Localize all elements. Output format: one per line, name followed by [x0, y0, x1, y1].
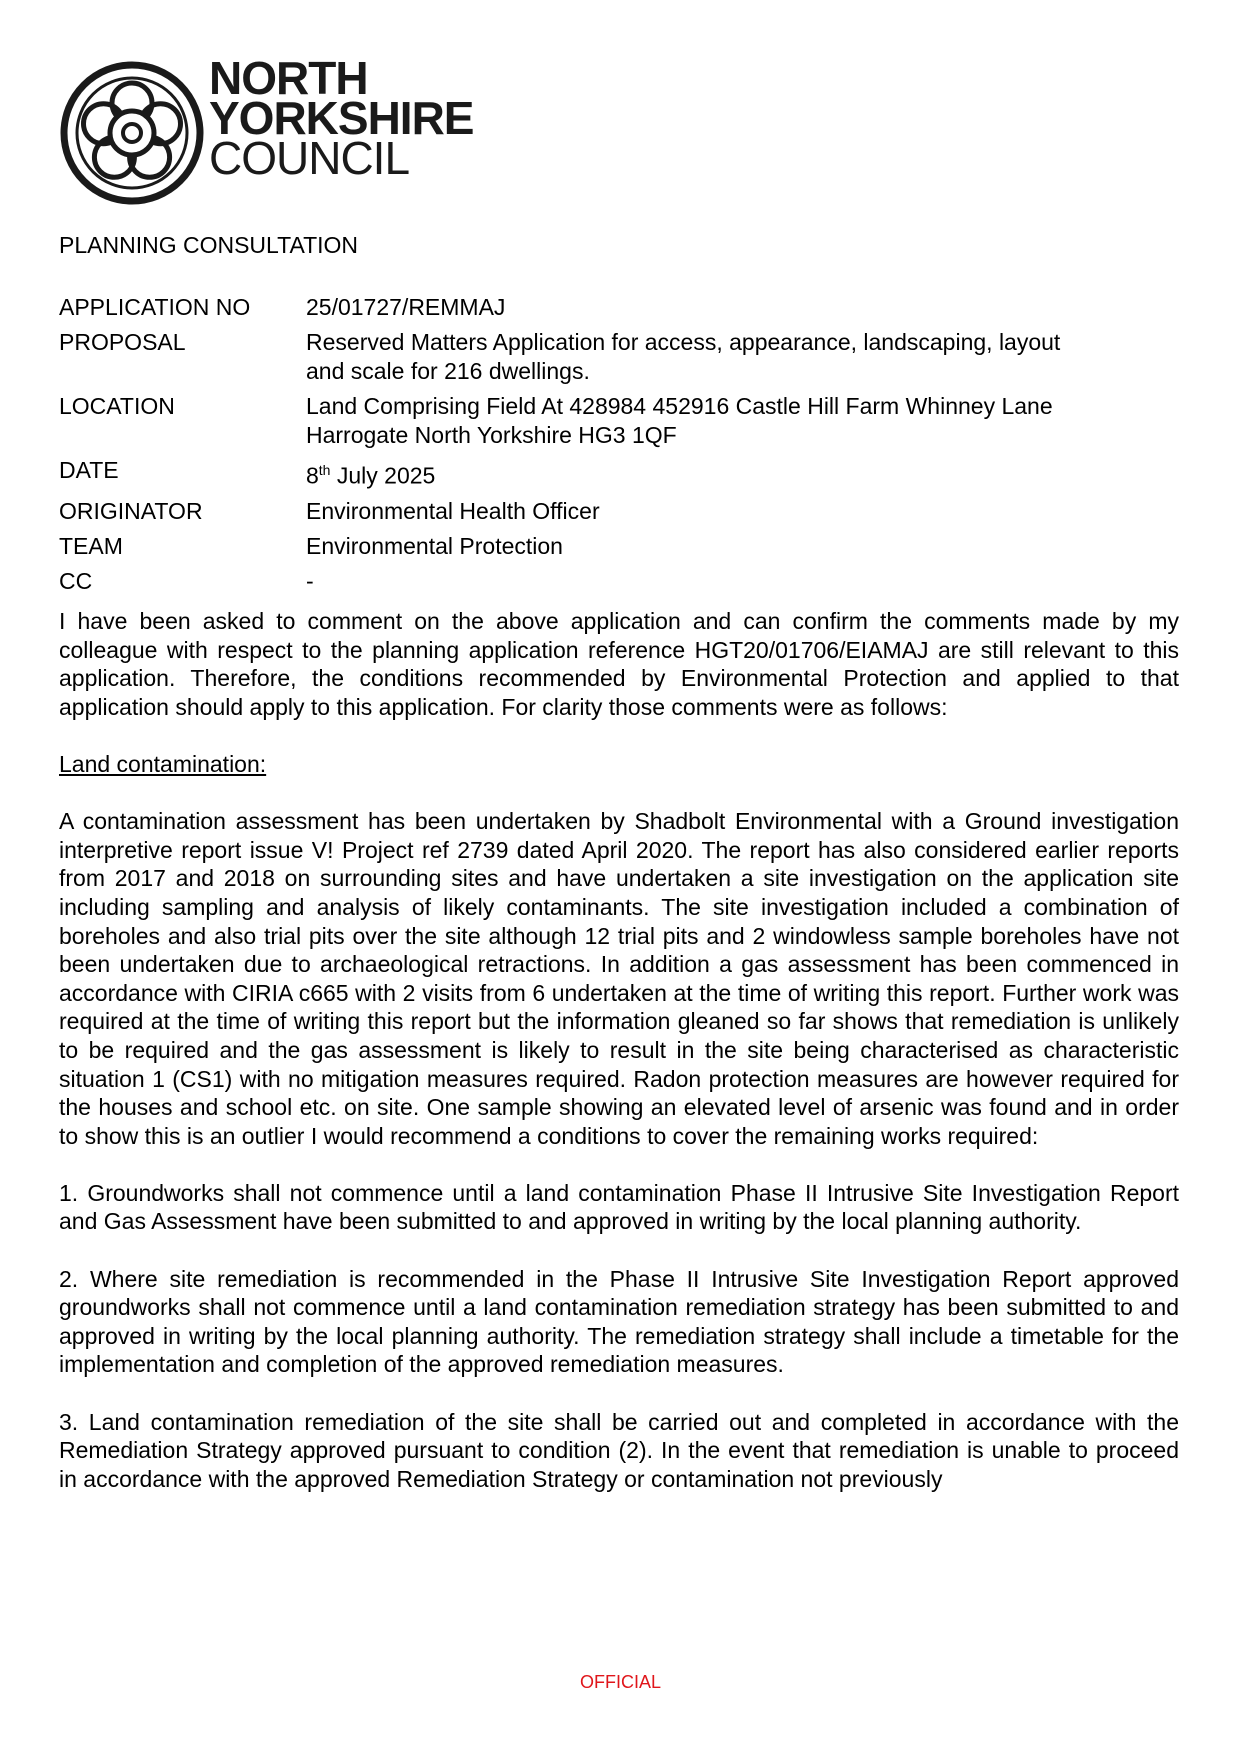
detail-label: CC [59, 567, 93, 594]
detail-row-cc [59, 567, 1179, 596]
logo-line-council: COUNCIL [209, 132, 410, 184]
detail-row-location [59, 392, 1179, 450]
logo-line-north: NORTH [209, 52, 368, 104]
detail-value-line: Harrogate North Yorkshire HG3 1QF [306, 422, 677, 448]
condition-2: 2. Where site remediation is recommended in the Phase II Intrusive Site Investigation Report approved groundworks shall not commence until a land contamination remediation strategy has been submitted to and approved in writing by the local planning authority. The remediation strategy shall include a timetable for the implementation and completion of the approved remediation measures. [59, 1265, 1179, 1378]
detail-label: PROPOSAL [59, 329, 186, 355]
detail-value-line: Reserved Matters Application for access, appearance, landscaping, layout [306, 329, 1061, 355]
date-month-year: July 2025 [330, 462, 436, 489]
condition-3: 3. Land contamination remediation of the site shall be carried out and completed in accordance with the Remediation Strategy approved pursuant to condition (2). In the event that remediation is unable to proceed in accordance with the approved Remediation Strategy or contamination not previously [59, 1408, 1179, 1492]
consultation-body [59, 607, 1179, 1522]
document-heading: PLANNING CONSULTATION [59, 232, 359, 258]
detail-row-date [59, 456, 1179, 491]
detail-value-line: Land Comprising Field At 428984 452916 Castle Hill Farm Whinney Lane [306, 393, 1053, 419]
detail-value: Environmental Health Officer [306, 497, 600, 524]
detail-row-originator [59, 497, 1179, 526]
detail-value: - [306, 567, 314, 594]
detail-value [306, 456, 1179, 491]
detail-row-application-no [59, 293, 1179, 322]
detail-label: APPLICATION NO [59, 294, 251, 320]
detail-label: LOCATION [59, 393, 175, 419]
logo-line-yorkshire: YORKSHIRE [209, 92, 474, 144]
application-details [59, 293, 1179, 602]
date-ordinal-suffix: th [318, 462, 331, 478]
assessment-paragraph: A contamination assessment has been undertaken by Shadbolt Environmental with a Ground investigation interpretive report issue V! Project ref 2739 dated April 2020. The report has also considered earlier reports from 2017 and 2018 on surrounding sites and have undertaken a site investigation on the application site including sampling and analysis of likely contaminants. The site investigation included a combination of boreholes and also trial pits over the site although 12 trial pits and 2 windowless sample boreholes have not been undertaken due to archaeological retractions. In addition a gas assessment has been commenced in accordance with CIRIA c665 with 2 visits from 6 undertaken at the time of writing this report. Further work was required at the time of writing this report but the information gleaned so far shows that remediation is unlikely to be required and the gas assessment is likely to result in the site being characterised as characteristic situation 1 (CS1) with no mitigation measures required. Radon protection measures are however required for the houses and school etc. on site. One sample showing an elevated level of arsenic was found and in order to show this is an outlier I would recommend a conditions to cover the remaining works required: [59, 808, 1179, 1149]
date-day: 8 [306, 462, 319, 489]
section-heading-land-contamination: Land contamination: [59, 750, 267, 777]
detail-value: 25/01727/REMMAJ [306, 294, 506, 320]
council-logo [57, 52, 497, 206]
detail-label: ORIGINATOR [59, 497, 203, 524]
detail-row-team [59, 532, 1179, 561]
classification-footer: OFFICIAL [579, 1672, 661, 1692]
detail-value [306, 392, 1179, 450]
intro-paragraph: I have been asked to comment on the above application and can confirm the comments made by my colleague with respect to the planning application reference HGT20/01706/EIAMAJ are still relevant to this application. Therefore, the conditions recommended by Environmental Protection and applied to that application should apply to this application. For clarity those comments were as follows: [59, 608, 1179, 720]
detail-label: TEAM [59, 532, 123, 559]
detail-value: Environmental Protection [306, 532, 563, 559]
yorkshire-rose-emblem-icon [57, 58, 207, 208]
detail-row-proposal [59, 328, 1179, 386]
detail-value [306, 328, 1179, 386]
detail-label: DATE [59, 457, 119, 483]
condition-1: 1. Groundworks shall not commence until a land contamination Phase II Intrusive Site Investigation Report and Gas Assessment have been submitted to and approved in writing by the local planning authority. [59, 1179, 1179, 1235]
detail-value-line: and scale for 216 dwellings. [306, 358, 590, 384]
